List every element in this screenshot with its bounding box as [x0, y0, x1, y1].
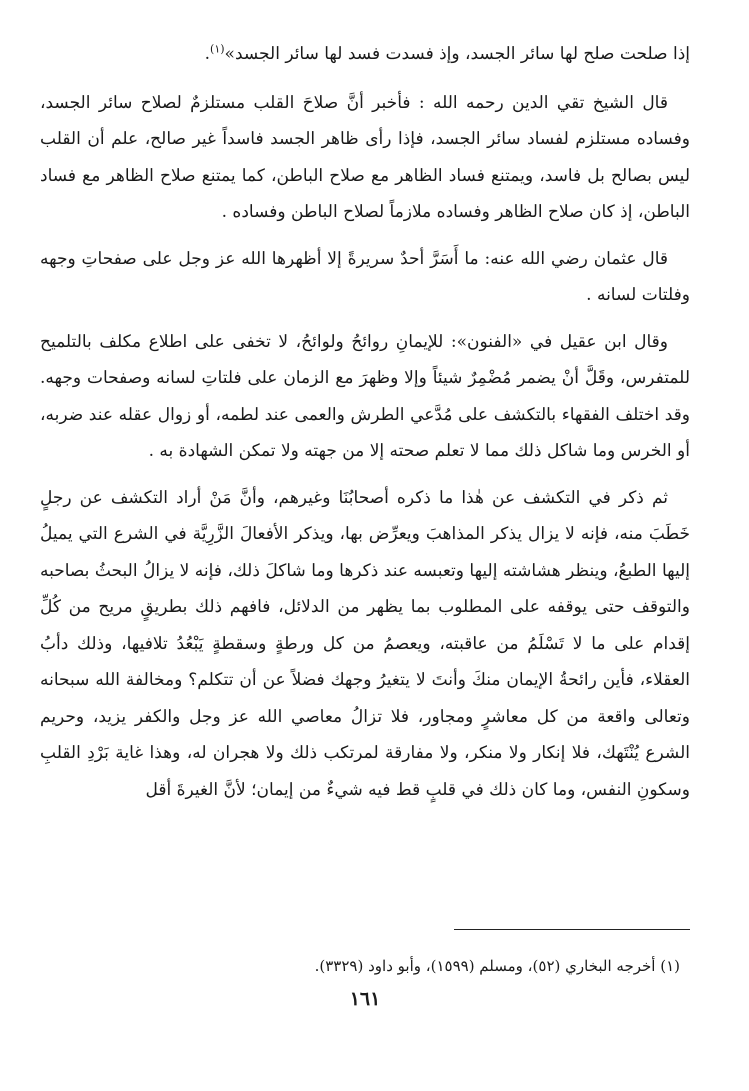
footnote-divider [454, 929, 690, 930]
paragraph: ثم ذكر في التكشف عن هٰذا ما ذكره أصحابُنَا وغيرهم، وأنَّ مَنْ أراد التكشف عن رجلٍ خَطَبَ منه، فإنه لا يزال يذكر المذاهبَ ويعرِّض بها، ويذكر الأفعالَ الزَّرِيَّة في الشرع التي يميلُ إليها الطبعُ، وينظر هشاشته إليها وتعبسه عند ذكرها وما شاكلَ ذلك، فإنه لا يزالُ البحثُ بصاحبه والتوقف حتى يوقفه على المطلوب بما يظهر من الدلائل، فافهم ذلك بطريقٍ مريح من كُلِّ إقدام على ما لا تَسْلَمُ من عاقبته، ويعصمُ من كل ورطةٍ وسقطةٍ يَبْعُدُ تلافيها، وذلك دأبُ العقلاء، فأين رائحةُ الإيمان منكَ وأنتَ لا يتغيرُ وجهك فضلاً عن أن تتكلم؟ ومخالفة الله سبحانه وتعالى واقعة من كل معاشرٍ ومجاور، فلا تزالُ معاصي الله عز وجل والكفر يزيد، وحريم الشرع يُنْتَهك، فلا إنكار ولا منكر، ولا مفارقة لمرتكب ذلك ولا هجران له، وهذا غاية بَرْدِ القلبِ وسكونِ النفس، وما كان ذلك في قلبٍ قط فيه شيءٌ من إيمان؛ لأنَّ الغيرةَ أقل [40, 487, 690, 800]
book-page [40, 36, 690, 1066]
paragraph-text: إذا صلحت صلح لها سائر الجسد، وإذ فسدت فسد لها سائر الجسد» [224, 44, 690, 64]
page-number: ١٦١ [349, 988, 381, 1010]
footnote-number: (١) [660, 957, 680, 975]
footnote-reference: (١) [210, 42, 225, 56]
main-text [40, 36, 690, 808]
footnote [315, 954, 680, 978]
footnote-text: أخرجه البخاري (٥٢)، ومسلم (١٥٩٩)، وأبو داود (٣٣٢٩). [314, 957, 656, 975]
paragraph: قال الشيخ تقي الدين رحمه الله : فأخبر أنَّ صلاحَ القلب مستلزمٌ لصلاح سائر الجسد، وفساده مستلزم لفساد سائر الجسد، فإذا رأى ظاهر الجسد فاسداً غير صالح، علم أن القلب ليس بصالح بل فاسد، ويمتنع فساد الظاهر مع صلاح الباطن، كما يمتنع صلاح الظاهر مع فساد الباطن، إذ كان صلاح الظاهر وفساده ملازماً لصلاح الباطن وفساده . [40, 92, 690, 222]
paragraph: وقال ابن عقيل في «الفنون»: للإيمانِ روائحُ ولوائحُ، لا تخفى على اطلاع مكلف بالتلميح للمتفرس، وقَلَّ أنْ يضمر مُضْمِرٌ شيئاً وإلا وظهرَ مع الزمان على فلتاتِ لسانه وصفحات وجهه. وقد اختلف الفقهاء بالتكشف على مُدَّعي الطرش والعمى عند لطمه، أو زوال عقله عند ضربه، أو الخرس وما شاكل ذلك مما لا تعلم صحته إلا من جهته ولا تمكن الشهادة به . [40, 331, 690, 461]
paragraph: قال عثمان رضي الله عنه: ما أَسَرَّ أحدٌ سريرةً إلا أظهرها الله عز وجل على صفحاتِ وجهه وفلتات لسانه . [40, 248, 690, 305]
paragraph-continuation: إذا صلحت صلح لها سائر الجسد، وإذ فسدت فسد لها سائر الجسد»$^{(١)}$. [204, 42, 690, 64]
